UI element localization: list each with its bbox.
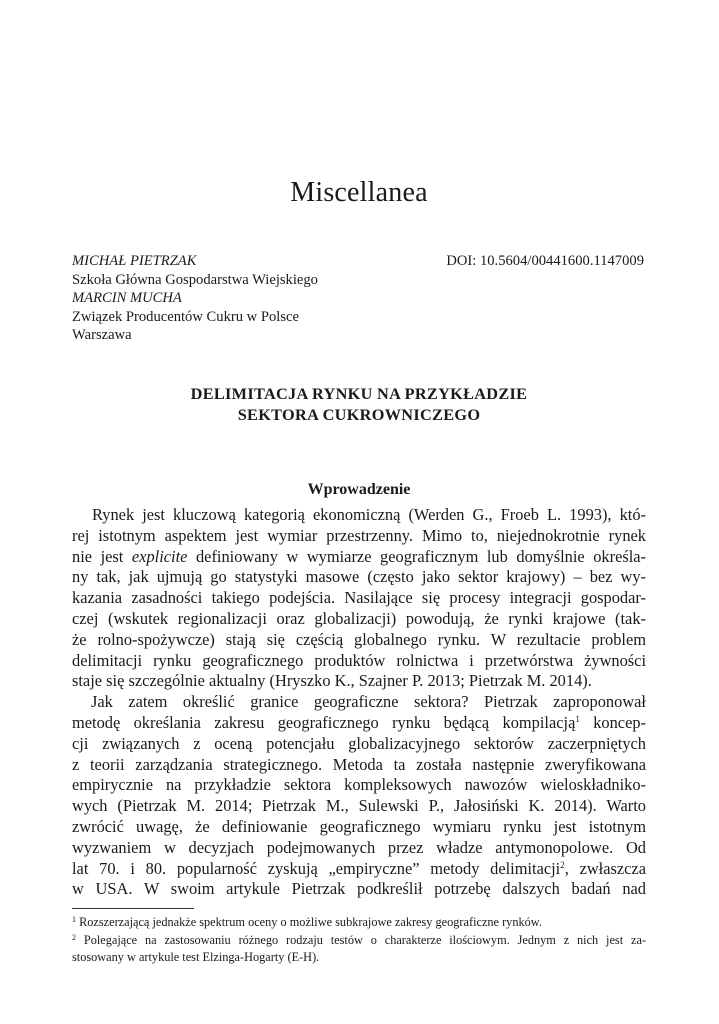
article-title-line-1: DELIMITACJA RYNKU NA PRZYKŁADZIE [190,384,528,403]
body-line-segment: nie jest [72,546,132,566]
footnote-2-number: 2 [72,932,76,942]
doi-identifier: DOI: 10.5604/00441600.1147009 [446,253,644,269]
body-line: że rolno-spożywcze) stają się częścią globalnego rynku. W rezultacie problem [72,629,646,649]
body-line-segment: lat 70. i 80. popularność zyskują „empiryczne” metody delimitacji [72,858,561,878]
author-1-name: MICHAŁ PIETRZAK [72,253,197,269]
body-line: z teorii zarządzania strategicznego. Metoda ta została następnie zweryfikowana [72,754,646,774]
section-title: Miscellanea [290,177,428,208]
section-heading: Wprowadzenie [307,481,411,498]
footnote-1 [72,914,646,932]
footnotes [72,914,646,967]
body-line: Jak zatem określić granice geograficzne sektora? Pietrzak zaproponował [91,692,646,712]
author-2-affiliation: Związek Producentów Cukru w Polsce [72,308,299,325]
body-line: cji związanych z oceną potencjału globalizacyjnego sektorów zaczerpniętych [72,733,646,753]
article-title [72,383,646,425]
footnote-2-text: Polegające na zastosowaniu różnego rodzaju testów o charakterze ilościowym. Jednym z nich jest za- [76,932,646,947]
author-2-name: MARCIN MUCHA [72,290,182,307]
author-city: Warszawa [72,327,132,344]
body-line-segment: koncep- [579,712,647,732]
footnote-2-continuation: stosowany w artykule test Elzinga-Hogarty (E-H). [72,950,320,964]
body-line: rej istotnym aspektem jest wymiar przestrzenny. Mimo to, niejednokrotnie rynek [72,525,646,545]
body-line: ny tak, jak ujmują go statystyki masowe (często jako sektor krajowy) – bez wy- [72,567,646,587]
body-line [72,859,646,880]
body-line: kazania zasadności takiego podejścia. Nasilające się procesy integracji gospodar- [72,588,646,608]
emphasis-text: explicite [131,546,188,566]
body-line: empirycznie na przykładzie sektora kompleksowych nawozów wieloskładniko- [72,775,646,795]
footnote-ref-2[interactable]: 2 [560,859,565,870]
body-line: czej (wskutek regionalizacji oraz globalizacji) powodują, że rynki krajowe (tak- [72,608,646,628]
body-line-segment: , zwłaszcza [564,858,646,878]
body-line [72,547,646,568]
footnote-1-number: 1 [72,915,76,924]
body-line: w USA. W swoim artykule Pietrzak podkreślił potrzebę dalszych badań nad [72,879,646,899]
body-line: wych (Pietrzak M. 2014; Pietrzak M., Sulewski P., Jałosiński K. 2014). Warto [72,796,646,816]
article-title-line-2: SEKTORA CUKROWNICZEGO [237,405,481,424]
footnote-divider [72,908,194,909]
body-line: Rynek jest kluczową kategorią ekonomiczną (Werden G., Froeb L. 1993), któ- [92,505,646,524]
body-line: wyzwaniem w decyzjach podejmowanych przez władze antymonopolowe. Od [72,837,646,857]
footnote-1-text: Rozszerzającą jednakże spektrum oceny o możliwe subkrajowe zakresy geograficzne rynków. [76,915,542,929]
footnote-2 [72,932,646,950]
body-line: zwrócić uwagę, że definiowanie geograficznego wymiaru rynku jest istotnym [72,816,646,836]
body-line-segment: metodę określania zakresu geograficznego rynku będącą kompilacją [72,712,576,732]
body-line-segment: definiowany w wymiarze geograficznym lub domyślnie określa- [187,546,647,566]
body-line [72,713,646,734]
body-line: staje się szczególnie aktualny (Hryszko K., Szajner P. 2013; Pietrzak M. 2014). [72,671,592,691]
body-line: delimitacji rynku geograficznego produktów rolnictwa i przetwórstwa żywności [72,650,646,670]
author-1-affiliation: Szkoła Główna Gospodarstwa Wiejskiego [72,271,318,288]
body-text [72,505,646,900]
footnote-ref-1[interactable]: 1 [575,713,580,724]
journal-page [72,0,646,1024]
